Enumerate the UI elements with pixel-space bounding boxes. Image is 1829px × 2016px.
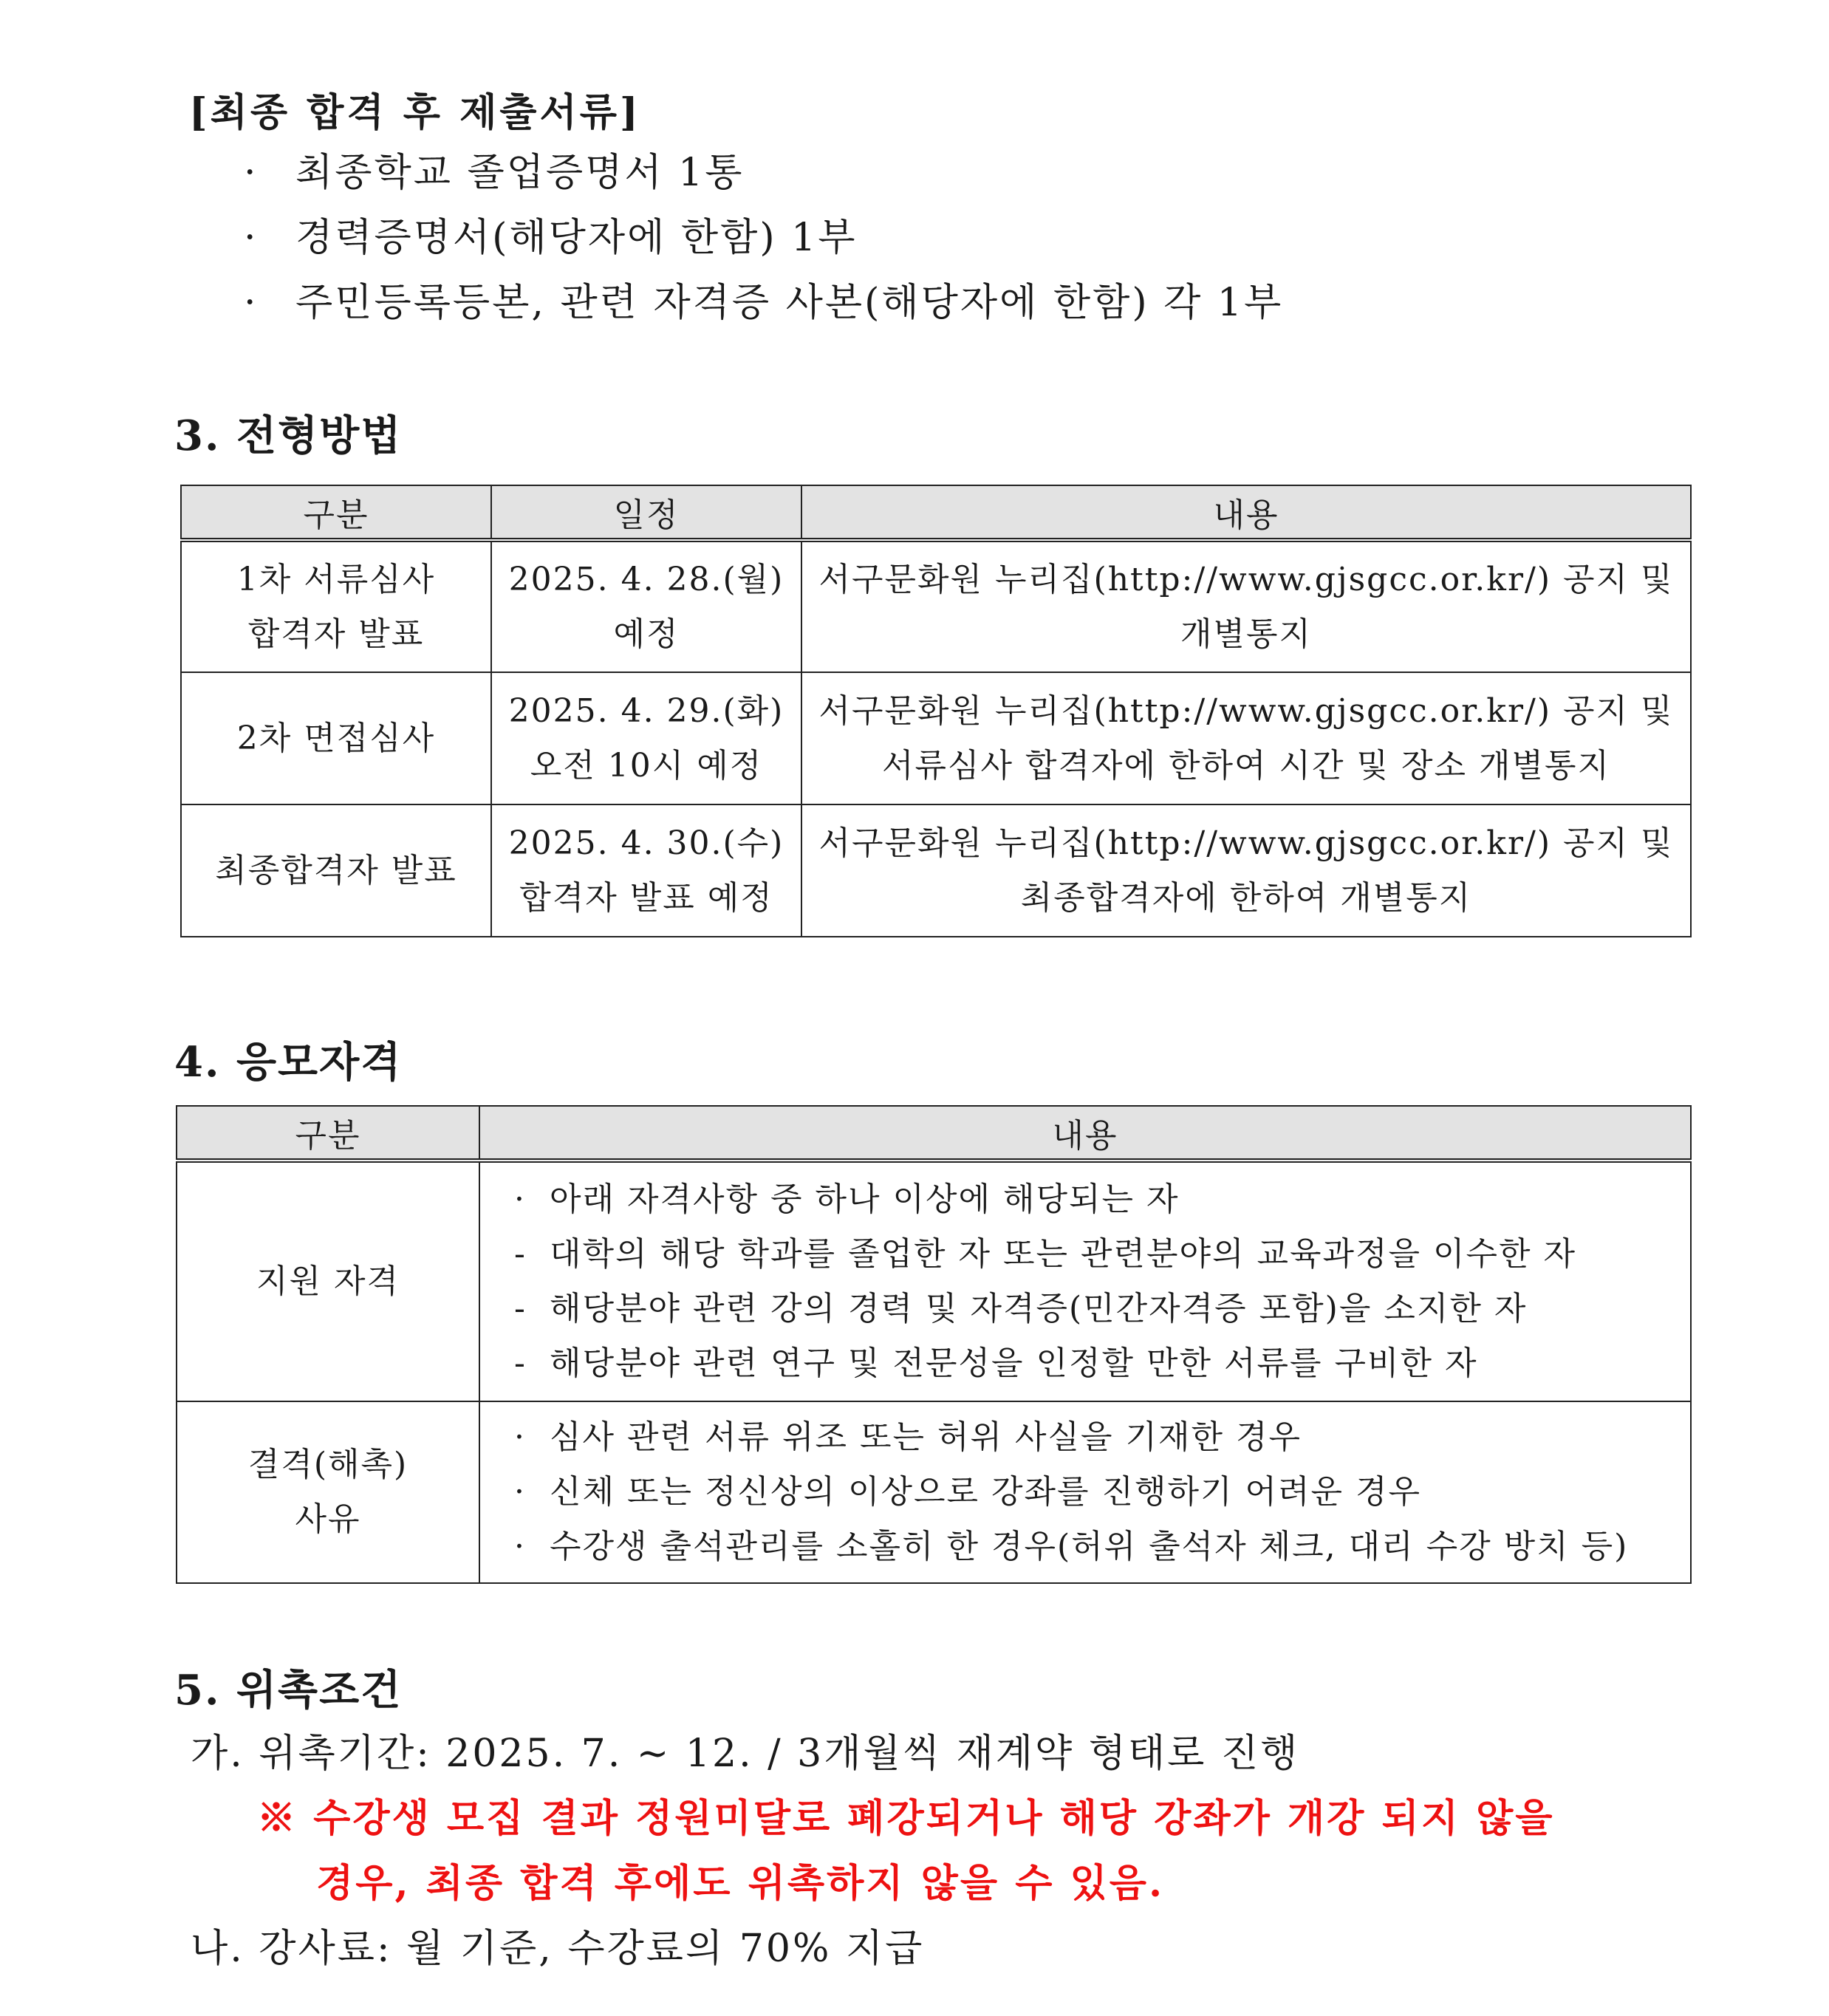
column-header: 일정 (491, 485, 801, 540)
selection-method-table (180, 485, 1692, 937)
content-cell: 서구문화원 누리집(http://www.gjsgcc.or.kr/) 공지 및 개별통지 (801, 540, 1691, 672)
warning-note-line-1: ※ 수강생 모집 결과 정원미달로 폐강되거나 해당 강좌가 개강 되지 않을 (257, 1796, 1555, 1841)
section-title-eligibility: 4. 응모자격 (174, 1038, 403, 1087)
category-cell: 2차 면접심사 (181, 672, 491, 804)
table-row (181, 672, 1691, 804)
column-header: 내용 (479, 1106, 1691, 1161)
table-row (177, 1161, 1691, 1401)
list-item: · 주민등록등본, 관련 자격증 사본(해당자에 한함) 각 1부 (244, 270, 1283, 335)
table-row (181, 540, 1691, 672)
warning-note-line-2: 경우, 최종 합격 후에도 위촉하지 않을 수 있음. (316, 1861, 1165, 1906)
table-row (177, 1401, 1691, 1583)
bullet-mark: · (244, 216, 259, 260)
list-item: · 경력증명서(해당자에 한함) 1부 (244, 205, 1283, 270)
column-header: 구분 (177, 1106, 479, 1161)
appointment-conditions (191, 1721, 1555, 1981)
eligibility-table (176, 1105, 1692, 1584)
submission-list (244, 140, 1283, 335)
content-cell: 서구문화원 누리집(http://www.gjsgcc.or.kr/) 공지 및 서류심사 합격자에 한하여 시간 및 장소 개별통지 (801, 672, 1691, 804)
lecture-fee: 나. 강사료: 월 기준, 수강료의 70% 지급 (191, 1927, 925, 1971)
section-title-selection-method: 3. 전형방법 (174, 411, 403, 460)
column-header: 구분 (181, 485, 491, 540)
section-title-appointment-conditions: 5. 위촉조건 (174, 1666, 403, 1715)
table-header-row (181, 485, 1691, 540)
category-cell: 결격(해촉) 사유 (177, 1401, 479, 1583)
submission-heading: [최종 합격 후 제출서류] (189, 90, 641, 135)
list-item: · 최종학교 졸업증명서 1통 (244, 140, 1283, 205)
schedule-cell: 2025. 4. 28.(월) 예정 (491, 540, 801, 672)
column-header: 내용 (801, 485, 1691, 540)
content-cell: · 아래 자격사항 중 하나 이상에 해당되는 자 - 대학의 해당 학과를 졸업한 자 또는 관련분야의 교육과정을 이수한 자 - 해당분야 관련 강의 경력 및 자격증(민간자격증 포함)을 소지한 자 - 해당분야 관련 연구 및 전문성을 인정할 만한 서류를 구비한 자 (479, 1161, 1691, 1401)
appointment-period: 가. 위촉기간: 2025. 7. ~ 12. / 3개월씩 재계약 형태로 진행 (191, 1732, 1300, 1776)
category-cell: 최종합격자 발표 (181, 804, 491, 937)
table-header-row (177, 1106, 1691, 1161)
content-cell: 서구문화원 누리집(http://www.gjsgcc.or.kr/) 공지 및 최종합격자에 한하여 개별통지 (801, 804, 1691, 937)
content-cell: · 심사 관련 서류 위조 또는 허위 사실을 기재한 경우 · 신체 또는 정신상의 이상으로 강좌를 진행하기 어려운 경우 · 수강생 출석관리를 소홀히 한 경우(허위 출석자 체크, 대리 수강 방치 등) (479, 1401, 1691, 1583)
bullet-mark: · (244, 281, 259, 325)
bullet-mark: · (244, 151, 259, 195)
schedule-cell: 2025. 4. 30.(수) 합격자 발표 예정 (491, 804, 801, 937)
category-cell: 1차 서류심사 합격자 발표 (181, 540, 491, 672)
schedule-cell: 2025. 4. 29.(화) 오전 10시 예정 (491, 672, 801, 804)
table-row (181, 804, 1691, 937)
category-cell: 지원 자격 (177, 1161, 479, 1401)
